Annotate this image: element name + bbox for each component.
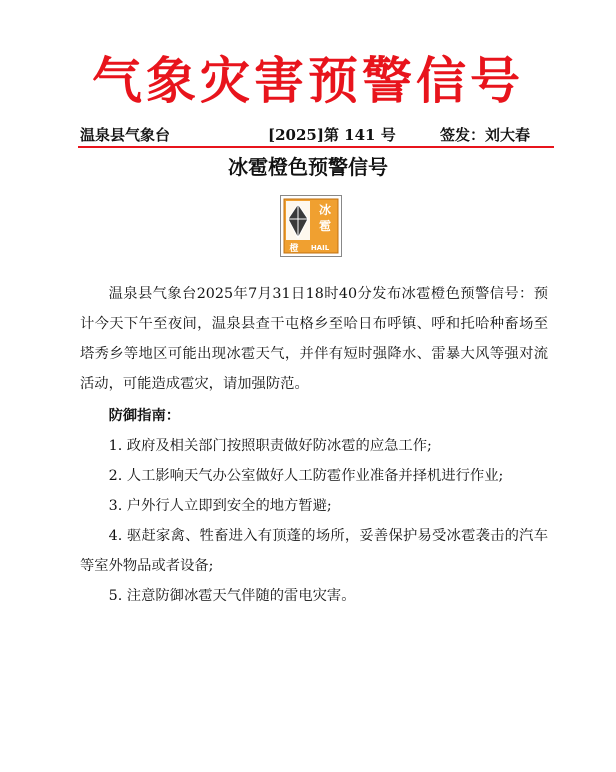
masthead-title: 气象灾害预警信号 <box>92 52 524 110</box>
guide-item: 2. 人工影响天气办公室做好人工防雹作业准备并择机进行作业; <box>108 468 504 484</box>
hail-orange-warning-icon <box>280 195 342 257</box>
guide-item: 1. 政府及相关部门按照职责做好防冰雹的应急工作; <box>108 438 432 454</box>
icon-glyph-level: 橙 <box>289 244 299 254</box>
document-meta <box>80 124 550 146</box>
icon-label: HAIL <box>310 244 330 252</box>
guide-item: 4. 驱赶家禽、牲畜进入有顶蓬的场所，妥善保护易受冰雹袭击的汽车等室外物品或者设备; <box>80 528 548 574</box>
document-title: 冰雹橙色预警信号 <box>228 155 388 179</box>
header-divider <box>78 146 554 148</box>
warning-paragraph: 温泉县气象台2025年7月31日18时40分发布冰雹橙色预警信号：预计今天下午至夜间，温泉县查干屯格乡至哈日布呼镇、呼和托哈种畜场至塔秀乡等地区可能出现冰雹天气，并伴有短时强降水、雷暴大风等强对流活动，可能造成雹灾，请加强防范。 <box>80 286 548 392</box>
document-number: [2025]第 141 号 <box>268 126 396 144</box>
icon-glyph-top: 冰 <box>318 203 332 217</box>
guide-title: 防御指南： <box>108 408 181 424</box>
document-body <box>80 279 548 611</box>
guide-item: 5. 注意防御冰雹天气伴随的雷电灾害。 <box>108 588 356 604</box>
guide-list <box>80 431 548 611</box>
icon-glyph-bottom: 雹 <box>318 219 332 233</box>
guide-item: 3. 户外行人立即到安全的地方暂避; <box>108 498 332 514</box>
signer: 签发：刘大春 <box>440 126 531 144</box>
issuer: 温泉县气象台 <box>80 126 171 144</box>
